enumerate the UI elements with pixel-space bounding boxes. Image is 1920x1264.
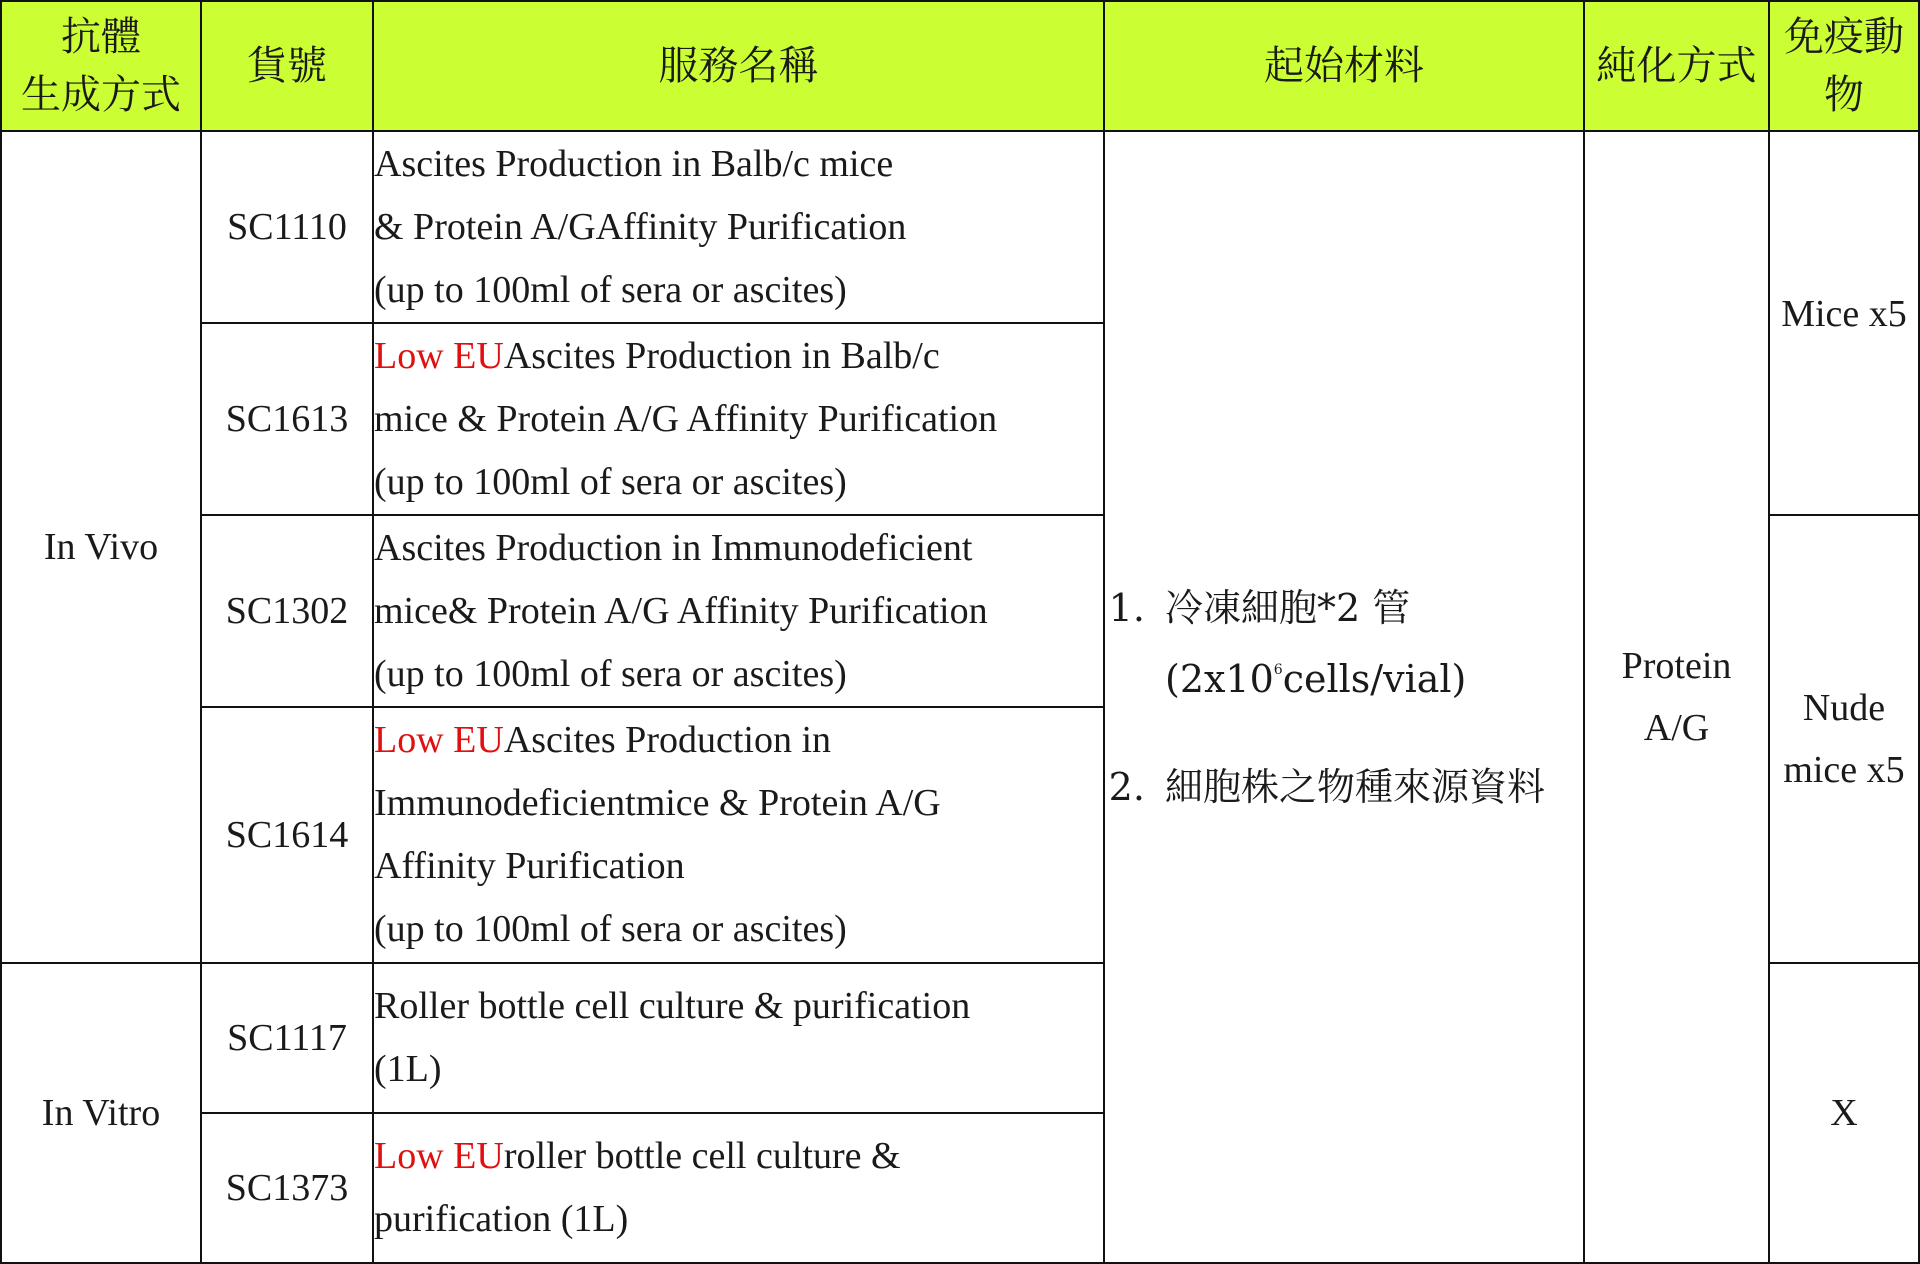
service-name-cell: Low EUAscites Production in Immunodeficientmice & Protein A/G Affinity Purification (up to 100ml of sera or ascites): [373, 707, 1104, 963]
service-name-cell: Ascites Production in Immunodeficient mice& Protein A/G Affinity Purification (up to 100ml of sera or ascites): [373, 515, 1104, 707]
material-item-1: 1. 冷凍細胞*2 管 $(2x10^6cells/vial)$: [1157, 577, 1583, 710]
sku-cell: SC1110: [201, 131, 373, 323]
sku-cell: SC1117: [201, 963, 373, 1113]
header-material: 起始材料: [1104, 1, 1584, 131]
sku-cell: SC1614: [201, 707, 373, 963]
low-eu-label: Low EU: [374, 1135, 504, 1177]
method-in-vitro: In Vitro: [1, 963, 201, 1263]
header-sku: 貨號: [201, 1, 373, 131]
service-name-cell: Ascites Production in Balb/c mice & Protein A/GAffinity Purification (up to 100ml of sera or ascites): [373, 131, 1104, 323]
purification-cell: Protein A/G: [1584, 131, 1769, 1263]
sku-cell: SC1613: [201, 323, 373, 515]
table-row: [1, 131, 1919, 323]
material-item-2: 2. 細胞株之物種來源資料: [1157, 756, 1583, 818]
method-in-vivo: In Vivo: [1, 131, 201, 963]
service-name-cell: Roller bottle cell culture & purification (1L): [373, 963, 1104, 1113]
sku-cell: SC1373: [201, 1113, 373, 1263]
header-animal: 免疫動 物: [1769, 1, 1919, 131]
low-eu-label: Low EU: [374, 334, 504, 377]
animal-none: X: [1769, 963, 1919, 1263]
starting-material-cell: [1104, 131, 1584, 1263]
header-service: 服務名稱: [373, 1, 1104, 131]
service-name-cell: Low EUroller bottle cell culture & purification (1L): [373, 1113, 1104, 1263]
sku-cell: SC1302: [201, 515, 373, 707]
header-method: 抗體 生成方式: [1, 1, 201, 131]
header-purification: 純化方式: [1584, 1, 1769, 131]
animal-mice: Mice x5: [1769, 131, 1919, 515]
service-name-cell: Low EUAscites Production in Balb/c mice & Protein A/G Affinity Purification (up to 100ml of sera or ascites): [373, 323, 1104, 515]
low-eu-label: Low EU: [374, 719, 504, 761]
animal-nude-mice: Nude mice x5: [1769, 515, 1919, 963]
header-row: [1, 1, 1919, 131]
